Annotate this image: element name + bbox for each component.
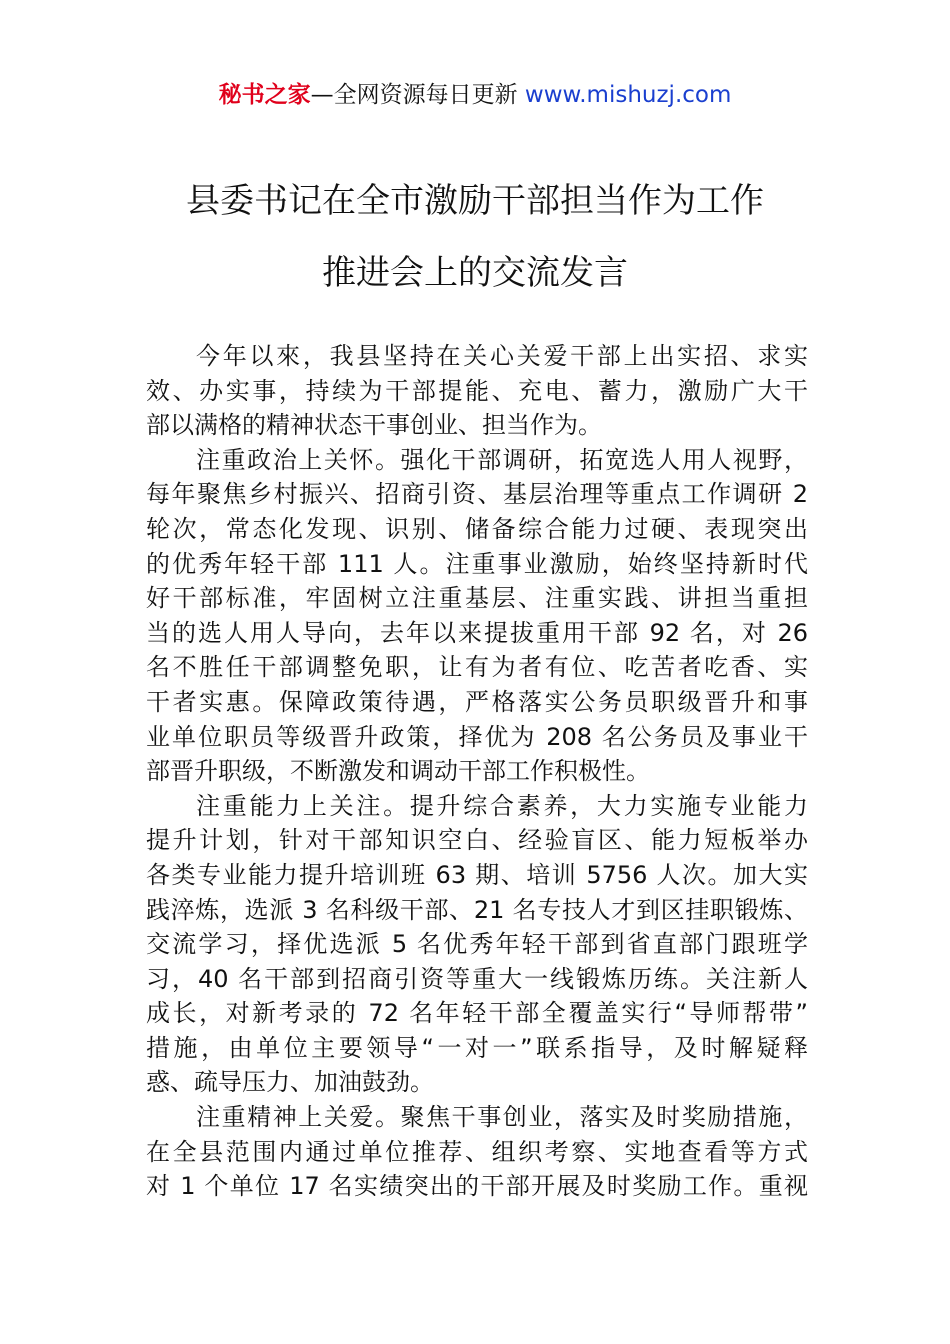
body-line: 注重精神上关爱。聚焦干事创业，落实及时奖励措施， [196, 1103, 808, 1132]
body-line: 当的选人用人导向，去年以来提拔重用干部 92 名，对 26 [146, 618, 808, 647]
body-line: 在全县范围内通过单位推荐、组织考察、实地查看等方式 [146, 1137, 808, 1166]
body-line: 效、办实事，持续为干部提能、充电、蓄力，激励广大干 [146, 376, 808, 405]
body-line: 对 1 个单位 17 名实绩突出的干部开展及时奖励工作。重视 [146, 1172, 808, 1201]
body-line: 践淬炼，选派 3 名科级干部、21 名专技人才到区挂职锻炼、 [146, 895, 808, 924]
body-line: 每年聚焦乡村振兴、招商引资、基层治理等重点工作调研 2 [146, 480, 808, 509]
document-title-line-2: 推进会上的交流发言 [322, 253, 628, 293]
body-line: 轮次，常态化发现、识别、储备综合能力过硬、表现突出 [146, 514, 808, 543]
body-line: 注重能力上关注。提升综合素养，大力实施专业能力 [196, 791, 808, 820]
site-tagline: —全网资源每日更新 [310, 82, 525, 108]
body-line: 部晋升职级，不断激发和调动干部工作积极性。 [146, 757, 650, 786]
body-line: 部以满格的精神状态干事创业、担当作为。 [146, 411, 602, 440]
body-line: 名不胜任干部调整免职，让有为者有位、吃苦者吃香、实 [146, 653, 808, 682]
body-line: 惑、疏导压力、加油鼓劲。 [146, 1068, 434, 1097]
body-line: 提升计划，针对干部知识空白、经验盲区、能力短板举办 [146, 826, 808, 855]
body-line: 业单位职员等级晋升政策，择优为 208 名公务员及事业干 [146, 722, 808, 751]
body-line: 措施，由单位主要领导“一对一”联系指导，及时解疑释 [146, 1033, 808, 1062]
site-header [0, 80, 950, 110]
body-line: 注重政治上关怀。强化干部调研，拓宽选人用人视野， [196, 445, 808, 474]
body-line: 今年以來，我县坚持在关心关爱干部上出实招、求实 [196, 342, 808, 370]
body-line: 交流学习，择优选派 5 名优秀年轻干部到省直部门跟班学 [146, 930, 808, 959]
body-line: 各类专业能力提升培训班 63 期、培训 5756 人次。加大实 [146, 860, 808, 889]
body-line: 成长，对新考录的 72 名年轻干部全覆盖实行“导师帮带” [146, 999, 808, 1028]
body-line: 好干部标准，牢固树立注重基层、注重实践、讲担当重担 [146, 584, 808, 613]
body-line: 干者实惠。保障政策待遇，严格落实公务员职级晋升和事 [146, 687, 808, 716]
body-line: 习，40 名干部到招商引资等重大一线锻炼历练。关注新人 [146, 964, 808, 993]
body-line: 的优秀年轻干部 111 人。注重事业激励，始终坚持新时代 [146, 549, 808, 578]
site-url[interactable]: www.mishuzj.com [524, 82, 732, 108]
document-title-line-1: 县委书记在全市激励干部担当作为工作 [186, 181, 764, 221]
document-body [146, 339, 808, 1204]
brand-name: 秘书之家 [218, 82, 311, 108]
